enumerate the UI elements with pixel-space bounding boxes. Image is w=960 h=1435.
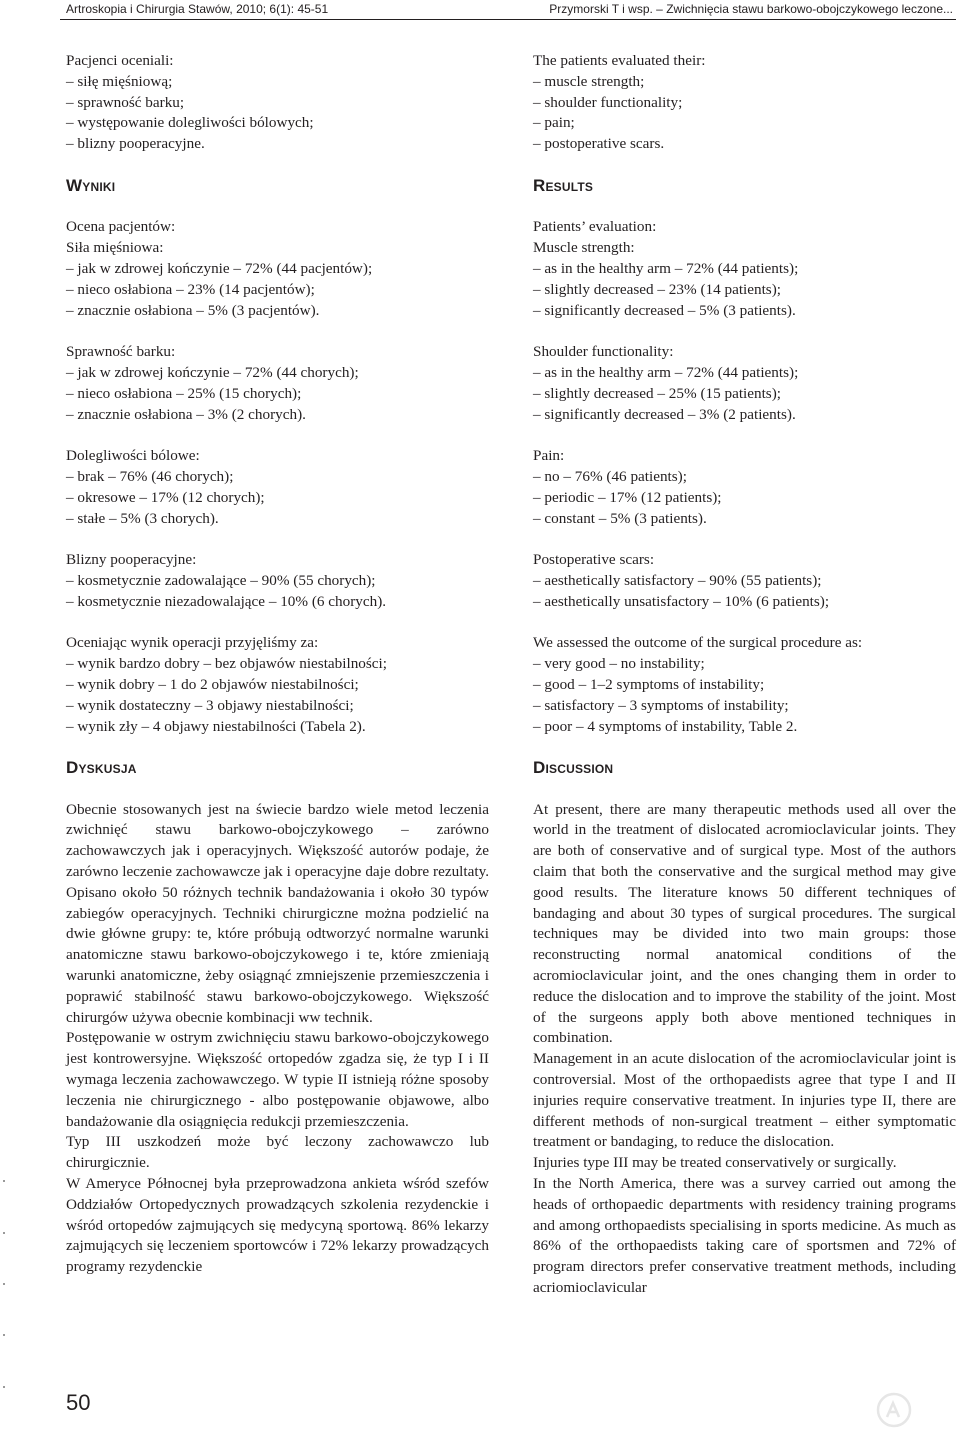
- list-item: – aesthetically satisfactory – 90% (55 patients);: [533, 571, 822, 589]
- list-item: – kosmetycznie zadowalające – 90% (55 chorych);: [66, 571, 376, 589]
- list-item: – postoperative scars.: [533, 135, 665, 153]
- list-item: – blizny pooperacyjne.: [66, 135, 205, 153]
- body-paragraph: Typ III uszkodzeń może być leczony zachowawczo lub chirurgicznie.: [66, 1133, 489, 1172]
- body-paragraph: In the North America, there was a survey carried out among the heads of orthopaedic departments with residency training programs and among orthopaedists specialising in sports medicine. As much as 86% of the orthopaedists taking care of sportsmen and 72% of program directors prefer conservative treatment methods, including acriomioclavicular: [533, 1175, 956, 1297]
- list-item: – slightly decreased – 25% (15 patients);: [533, 384, 781, 402]
- list-item: – as in the healthy arm – 72% (44 patients);: [533, 259, 799, 277]
- list-lead: Siła mięśniowa:: [66, 239, 164, 257]
- pl-intro-list: [66, 51, 489, 155]
- list-item: – jak w zdrowej kończynie – 72% (44 pacjentów);: [66, 259, 373, 277]
- list-item: – nieco osłabiona – 25% (15 chorych);: [66, 384, 302, 402]
- en-outcome-list: [533, 633, 956, 737]
- list-item: – muscle strength;: [533, 72, 645, 90]
- en-intro-list: [533, 51, 956, 155]
- section-heading-discussion: Discussion: [533, 758, 614, 778]
- section-heading-results: Results: [533, 175, 594, 195]
- margin-mark: [3, 1180, 5, 1182]
- list-lead: Ocena pacjentów:: [66, 218, 176, 236]
- margin-mark: [3, 1386, 5, 1388]
- list-lead: Pain:: [533, 447, 565, 465]
- list-item: – significantly decreased – 5% (3 patients).: [533, 301, 796, 319]
- list-item: – stałe – 5% (3 chorych).: [66, 509, 219, 527]
- list-item: – as in the healthy arm – 72% (44 patients);: [533, 363, 799, 381]
- body-paragraph: Injuries type III may be treated conservatively or surgically.: [533, 1154, 897, 1172]
- body-paragraph: Management in an acute dislocation of the acromioclavicular joint is controversial. Most of the orthopaedists agree that type I and II injuries require conservative treatment. In injuries type II, there are different methods of non-surgical treatment – either symptomatic treatment or bandaging, to reduce the dislocation.: [533, 1050, 956, 1151]
- margin-mark: [3, 1334, 5, 1336]
- list-lead: Muscle strength:: [533, 239, 635, 257]
- en-scars-list: [533, 550, 956, 612]
- list-lead: Sprawność barku:: [66, 343, 176, 361]
- body-paragraph: Obecnie stosowanych jest na świecie bardzo wiele metod leczenia zwichnięć stawu barkowo-obojczykowego – zarówno zachowawczych jak i operacyjnych. Większość autorów podaje, że zarówno leczenie zachowawcze jak i operacyjne daje dobre rezultaty. Opisano około 50 różnych technik bandażowania i około 30 typów zabiegów operacyjnych. Techniki chirurgiczne można podzielić na dwie główne grupy: te, które próbują odtworzyć normalne warunki anatomiczne stawu barkowo-obojczykowego i te, które zmieniają warunki anatomiczne, żeby osiągnąć zmniejszenie przemieszczenia i poprawić stabilność stawu barkowo-obojczykowego. Większość chirurgów używa obecnie kombinacji ww technik.: [66, 800, 489, 1026]
- list-lead: Pacjenci oceniali:: [66, 52, 174, 69]
- list-item: – significantly decreased – 3% (2 patients).: [533, 405, 796, 423]
- margin-mark: [3, 1283, 5, 1285]
- list-item: – good – 1–2 symptoms of instability;: [533, 675, 765, 693]
- list-lead: Postoperative scars:: [533, 551, 655, 569]
- pl-scars-list: [66, 550, 489, 612]
- section-heading-wyniki: Wyniki: [66, 175, 116, 195]
- journal-citation: Artroskopia i Chirurgia Stawów, 2010; 6(1): 45-51: [66, 2, 329, 16]
- list-item: – występowanie dolegliwości bólowych;: [66, 114, 314, 132]
- pl-shoulder-list: [66, 342, 489, 425]
- list-lead: Patients’ evaluation:: [533, 218, 657, 236]
- list-item: – wynik bardzo dobry – bez objawów niestabilności;: [66, 655, 387, 673]
- list-item: – wynik dobry – 1 do 2 objawów niestabilności;: [66, 675, 359, 693]
- list-item: – znacznie osłabiona – 3% (2 chorych).: [66, 405, 306, 423]
- publisher-logo-icon: [874, 1390, 914, 1435]
- list-item: – no – 76% (46 patients);: [533, 467, 687, 485]
- list-item: – satisfactory – 3 symptoms of instability;: [533, 696, 789, 714]
- list-lead: Oceniając wynik operacji przyjęliśmy za:: [66, 634, 319, 652]
- list-item: – okresowe – 17% (12 chorych);: [66, 488, 265, 506]
- list-item: – very good – no instability;: [533, 655, 705, 673]
- body-paragraph: At present, there are many therapeutic methods used all over the world in the treatment of dislocated acromioclavicular joints. They are both of conservative and of surgical type. Most of the authors claim that both the conservative and the surgical method may give good results. The literature knows 50 different techniques of bandaging and about 30 types of surgical procedures. The surgical techniques may be divided into two main groups: those reconstructing normal anatomical conditions of the acromioclavicular joint, and the ones changing them in order to reduce the dislocation and to improve the stability of the joint. Most of the surgeons apply both above mentioned techniques in combination.: [533, 800, 956, 1047]
- list-item: – wynik zły – 4 objawy niestabilności (Tabela 2).: [66, 717, 366, 735]
- list-item: – wynik dostateczny – 3 objawy niestabilności;: [66, 696, 354, 714]
- column-polish: [66, 51, 489, 1278]
- list-item: – siłę mięśniową;: [66, 72, 173, 90]
- en-shoulder-list: [533, 342, 956, 425]
- en-pain-list: [533, 446, 956, 529]
- list-lead: The patients evaluated their:: [533, 52, 706, 69]
- body-paragraph: W Ameryce Północnej była przeprowadzona ankieta wśród szefów Oddziałów Ortopedycznych prowadzących szkolenia rezydenckie i wśród ortopedów zajmujących się medycyną sportową. 86% lekarzy zajmujących się leczeniem sportowców i 72% lekarzy prowadzących programy rezydenckie: [66, 1175, 489, 1276]
- list-item: – jak w zdrowej kończynie – 72% (44 chorych);: [66, 363, 359, 381]
- page-number: 50: [66, 1390, 91, 1415]
- list-item: – kosmetycznie niezadowalające – 10% (6 chorych).: [66, 592, 387, 610]
- pl-outcome-list: [66, 633, 489, 737]
- list-item: – brak – 76% (46 chorych);: [66, 467, 234, 485]
- list-item: – shoulder functionality;: [533, 93, 683, 111]
- list-item: – poor – 4 symptoms of instability, Table 2.: [533, 717, 798, 735]
- en-muscle-list: [533, 217, 956, 321]
- list-lead: Dolegliwości bólowe:: [66, 447, 200, 465]
- running-title: Przymorski T i wsp. – Zwichnięcia stawu barkowo-obojczykowego leczone...: [549, 2, 953, 16]
- list-item: – sprawność barku;: [66, 93, 185, 111]
- margin-mark: [3, 1232, 5, 1234]
- list-item: – periodic – 17% (12 patients);: [533, 488, 722, 506]
- list-item: – aesthetically unsatisfactory – 10% (6 patients);: [533, 592, 830, 610]
- list-item: – slightly decreased – 23% (14 patients);: [533, 280, 781, 298]
- pl-pain-list: [66, 446, 489, 529]
- list-item: – znacznie osłabiona – 5% (3 pacjentów).: [66, 301, 320, 319]
- list-lead: Blizny pooperacyjne:: [66, 551, 197, 569]
- list-item: – pain;: [533, 114, 575, 132]
- list-item: – constant – 5% (3 patients).: [533, 509, 707, 527]
- running-header: [0, 0, 960, 19]
- pl-muscle-list: [66, 217, 489, 321]
- column-english: [533, 51, 956, 1299]
- list-item: – nieco osłabiona – 23% (14 pacjentów);: [66, 280, 315, 298]
- section-heading-dyskusja: Dyskusja: [66, 758, 137, 778]
- list-lead: Shoulder functionality:: [533, 343, 674, 361]
- list-lead: We assessed the outcome of the surgical procedure as:: [533, 634, 863, 652]
- body-paragraph: Postępowanie w ostrym zwichnięciu stawu barkowo-obojczykowego jest kontrowersyjne. Większość ortopedów zgadza się, że typ I i II wymaga leczenia zachowawczego. W typie II istnieją różne sposoby leczenia nie chirurgicznego - albo postępowanie objawowe, albo bandażowanie dla osiągnięcia redukcji przemieszczenia.: [66, 1029, 489, 1130]
- header-rule: [60, 19, 956, 20]
